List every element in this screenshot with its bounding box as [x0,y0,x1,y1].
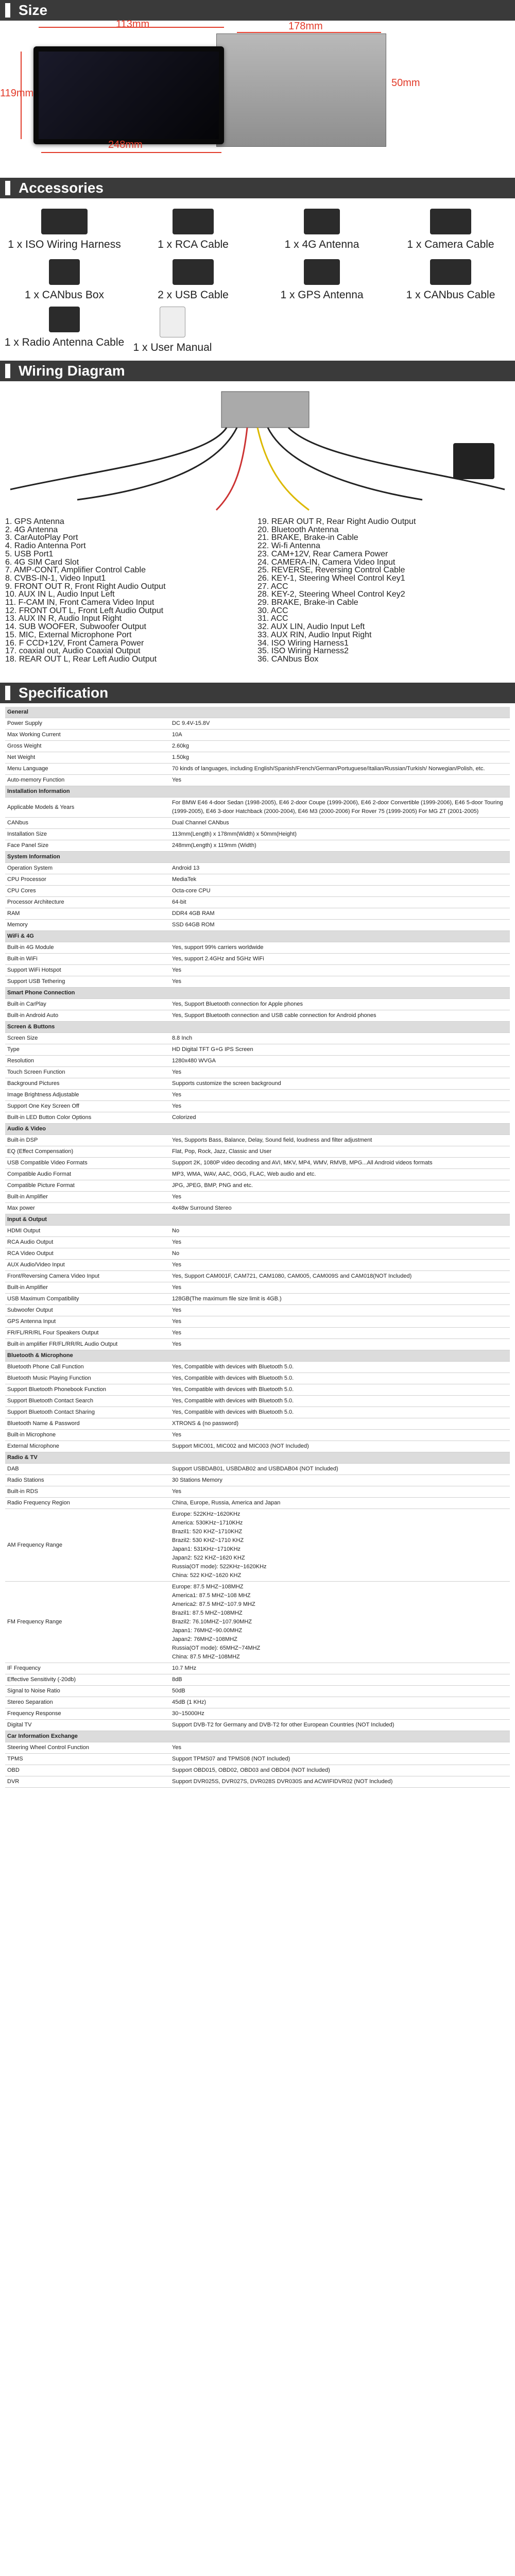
spec-row [5,1464,510,1475]
accessory-canbus-box: 1 x CANbus Box [0,259,129,301]
accessory-camera-cable: 1 x Camera Cable [386,209,515,251]
accessories-section [0,198,515,353]
spec-group-header [5,988,510,999]
spec-key: OBD [5,1765,170,1776]
spec-value: Colorized [170,1112,510,1124]
spec-row [5,1384,510,1396]
spec-row [5,829,510,840]
spec-row [5,1305,510,1316]
spec-key: Bluetooth Phone Call Function [5,1362,170,1373]
spec-table [5,707,510,1788]
spec-row [5,908,510,920]
spec-value: DC 9.4V-15.8V [170,718,510,730]
dim-width: 113mm [116,19,150,30]
spec-value: Yes [170,1339,510,1350]
spec-value: 50dB [170,1686,510,1697]
spec-value: Europe: 522KHz~1620KHz America: 530KHz~1710KHz Brazil1: 520 KHZ~1710KHZ Brazil2: 530 KHZ~1710 KHZ Japan1: 531KHz~1710KHz Japan2: 522 KHZ~1620 KHZ Russia(OT mode): 522KHz~1620KHz China: 522 KHZ~1620 KHZ [170,1509,510,1582]
spec-row [5,1362,510,1373]
spec-key: Support One Key Screen Off [5,1101,170,1112]
spec-row [5,1697,510,1708]
spec-row [5,1294,510,1305]
spec-key: Support Bluetooth Contact Search [5,1396,170,1407]
spec-key: Car Information Exchange [5,1731,170,1742]
spec-value: Yes [170,775,510,786]
spec-key: Compatible Picture Format [5,1180,170,1192]
spec-value: 2.60kg [170,741,510,752]
spec-key: DAB [5,1464,170,1475]
spec-row [5,920,510,931]
spec-row [5,1282,510,1294]
spec-value: 4x48w Surround Stereo [170,1203,510,1214]
spec-value [170,988,510,999]
spec-key: CANbus [5,818,170,829]
spec-group-header [5,1022,510,1033]
spec-key: Gross Weight [5,741,170,752]
spec-group-header [5,707,510,718]
spec-value: 8.8 Inch [170,1033,510,1044]
spec-row [5,1776,510,1788]
spec-row [5,764,510,775]
accessory-canbus-cable: 1 x CANbus Cable [386,259,515,301]
spec-value: Yes [170,1282,510,1294]
spec-group-header [5,1731,510,1742]
spec-key: Built-in amplifier FR/FL/RR/RL Audio Output [5,1339,170,1350]
spec-row [5,1486,510,1498]
accessory-gps-antenna: 1 x GPS Antenna [258,259,386,301]
spec-key: Smart Phone Connection [5,988,170,999]
spec-key: Radio Frequency Region [5,1498,170,1509]
spec-row [5,1396,510,1407]
accessories-banner [0,178,515,198]
spec-value: 10A [170,730,510,741]
spec-key: Image Brightness Adjustable [5,1090,170,1101]
spec-row [5,730,510,741]
spec-row [5,1418,510,1430]
spec-key: TPMS [5,1754,170,1765]
spec-row [5,1158,510,1169]
spec-key: Compatible Audio Format [5,1169,170,1180]
spec-key: Applicable Models & Years [5,798,170,818]
spec-row [5,1112,510,1124]
spec-value: Yes [170,1742,510,1754]
spec-row [5,1180,510,1192]
section-title-size: Size [19,2,48,18]
spec-key: External Microphone [5,1441,170,1452]
spec-value: Yes [170,1305,510,1316]
spec-row [5,1373,510,1384]
spec-key: HDMI Output [5,1226,170,1237]
spec-key: Installation Information [5,786,170,798]
spec-row [5,1010,510,1022]
spec-value: Support DVB-T2 for Germany and DVB-T2 for other European Countries (NOT Included) [170,1720,510,1731]
spec-key: Bluetooth Music Playing Function [5,1373,170,1384]
spec-value: MP3, WMA, WAV, AAC, OGG, FLAC, Web audio and etc. [170,1169,510,1180]
spec-value: Yes, Compatible with devices with Bluetooth 5.0. [170,1373,510,1384]
spec-key: Built-in LED Button Color Options [5,1112,170,1124]
spec-value: Yes, Supports Bass, Balance, Delay, Sound field, loudness and filter adjustment [170,1135,510,1146]
spec-row [5,840,510,852]
spec-row [5,999,510,1010]
spec-key: EQ (Effect Compensation) [5,1146,170,1158]
spec-value: Yes [170,1237,510,1248]
spec-value: Yes, support 2.4GHz and 5GHz WiFi [170,954,510,965]
spec-value: Yes [170,1067,510,1078]
spec-value [170,786,510,798]
spec-key: FM Frequency Range [5,1582,170,1663]
spec-key: Built-in Android Auto [5,1010,170,1022]
spec-key: Max power [5,1203,170,1214]
spec-value: DDR4 4GB RAM [170,908,510,920]
spec-key: Net Weight [5,752,170,764]
spec-row [5,1754,510,1765]
accessory-radio-antenna-cable: 1 x Radio Antenna Cable [0,307,129,349]
spec-key: Bluetooth Name & Password [5,1418,170,1430]
spec-key: Background Pictures [5,1078,170,1090]
spec-key: Effective Sensitivity (-20db) [5,1674,170,1686]
spec-key: Face Panel Size [5,840,170,852]
spec-row [5,1101,510,1112]
spec-row [5,1339,510,1350]
spec-key: Memory [5,920,170,931]
spec-value: MediaTek [170,874,510,886]
spec-group-header [5,1350,510,1362]
spec-group-header [5,931,510,942]
spec-row [5,1430,510,1441]
spec-key: General [5,707,170,718]
spec-value [170,1731,510,1742]
spec-row [5,818,510,829]
spec-row [5,1192,510,1203]
wiring-section [0,381,515,670]
spec-row [5,1033,510,1044]
spec-value [170,931,510,942]
spec-row [5,1686,510,1697]
spec-row [5,965,510,976]
spec-row [5,874,510,886]
spec-row [5,1044,510,1056]
spec-key: Subwoofer Output [5,1305,170,1316]
spec-value: SSD 64GB ROM [170,920,510,931]
spec-value: Yes [170,976,510,988]
size-section [0,21,515,167]
spec-key: Input & Output [5,1214,170,1226]
dim-box-height: 50mm [391,77,420,89]
spec-key: IF Frequency [5,1663,170,1674]
spec-value: China, Europe, Russia, America and Japan [170,1498,510,1509]
spec-key: Built-in Amplifier [5,1192,170,1203]
spec-value [170,1452,510,1464]
spec-value: No [170,1248,510,1260]
spec-value: 128GB(The maximum file size limit is 4GB.) [170,1294,510,1305]
spec-row [5,1663,510,1674]
spec-group-header [5,1452,510,1464]
spec-row [5,1056,510,1067]
spec-key: USB Compatible Video Formats [5,1158,170,1169]
spec-value: HD Digital TFT G+G IPS Screen [170,1044,510,1056]
spec-key: Processor Architecture [5,897,170,908]
spec-key: Steering Wheel Control Function [5,1742,170,1754]
spec-key: Audio & Video [5,1124,170,1135]
spec-row [5,1078,510,1090]
spec-value: 64-bit [170,897,510,908]
spec-value: Yes, Support Bluetooth connection for Apple phones [170,999,510,1010]
spec-value: Yes [170,1090,510,1101]
spec-row [5,1765,510,1776]
spec-value: Yes [170,1486,510,1498]
spec-key: Menu Language [5,764,170,775]
spec-row [5,1720,510,1731]
spec-row [5,1475,510,1486]
spec-value: 248mm(Length) x 119mm (Width) [170,840,510,852]
spec-key: CPU Processor [5,874,170,886]
spec-key: USB Maximum Compatibility [5,1294,170,1305]
spec-value: Yes, Compatible with devices with Bluetooth 5.0. [170,1362,510,1373]
spec-row [5,1146,510,1158]
spec-key: Installation Size [5,829,170,840]
spec-value: Support OBD015, OBD02, OBD03 and OBD04 (NOT Included) [170,1765,510,1776]
spec-row [5,775,510,786]
spec-value: Yes [170,1192,510,1203]
spec-value: Yes, Compatible with devices with Bluetooth 5.0. [170,1384,510,1396]
spec-value: 30 Stations Memory [170,1475,510,1486]
spec-key: Built-in Microphone [5,1430,170,1441]
wiring-illustration [0,386,515,515]
spec-key: Radio Stations [5,1475,170,1486]
spec-value: 70 kinds of languages, including English/Spanish/French/German/Portuguese/Italian/Russian/Turkish/ Norwegian/Polish, etc. [170,764,510,775]
spec-value: 8dB [170,1674,510,1686]
accessory-4g-antenna: 1 x 4G Antenna [258,209,386,251]
spec-key: Screen Size [5,1033,170,1044]
spec-key: Support USB Tethering [5,976,170,988]
spec-group-header [5,1124,510,1135]
spec-group-header [5,1214,510,1226]
spec-key: Signal to Noise Ratio [5,1686,170,1697]
spec-row [5,752,510,764]
unit-front-panel [33,46,224,144]
spec-row [5,798,510,818]
spec-row [5,1169,510,1180]
spec-row [5,1067,510,1078]
spec-value: Yes [170,1328,510,1339]
size-banner [0,0,515,21]
spec-banner [0,683,515,703]
spec-value [170,707,510,718]
spec-key: Operation System [5,863,170,874]
spec-row [5,1582,510,1663]
spec-value [170,1350,510,1362]
spec-value [170,1214,510,1226]
spec-row [5,1674,510,1686]
spec-value: JPG, JPEG, BMP, PNG and etc. [170,1180,510,1192]
spec-key: Frequency Response [5,1708,170,1720]
section-title-wiring: Wiring Diagram [19,363,125,379]
spec-value: Yes [170,1430,510,1441]
spec-key: RCA Audio Output [5,1237,170,1248]
spec-row [5,886,510,897]
spec-key: GPS Antenna Input [5,1316,170,1328]
spec-key: Front/Reversing Camera Video Input [5,1271,170,1282]
spec-row [5,1328,510,1339]
dim-height: 119mm [0,88,34,99]
spec-key: Support Bluetooth Contact Sharing [5,1407,170,1418]
spec-value: Support USBDAB01, USBDAB02 and USBDAB04 (NOT Included) [170,1464,510,1475]
spec-row [5,1237,510,1248]
spec-key: Stereo Separation [5,1697,170,1708]
spec-row [5,718,510,730]
spec-key: Max Working Current [5,730,170,741]
spec-value [170,852,510,863]
spec-group-header [5,852,510,863]
spec-key: Built-in RDS [5,1486,170,1498]
spec-value: Yes, Support Bluetooth connection and USB cable connection for Android phones [170,1010,510,1022]
section-title-spec: Specification [19,685,109,701]
spec-key: Digital TV [5,1720,170,1731]
spec-row [5,942,510,954]
spec-key: System Information [5,852,170,863]
spec-key: Built-in Amplifier [5,1282,170,1294]
spec-value: Yes, Support CAM001F, CAM721, CAM1080, CAM005, CAM009S and CAM018(NOT Included) [170,1271,510,1282]
spec-row [5,1090,510,1101]
spec-row [5,1509,510,1582]
spec-value: Octa-core CPU [170,886,510,897]
spec-key: Support Bluetooth Phonebook Function [5,1384,170,1396]
spec-key: Built-in 4G Module [5,942,170,954]
spec-value: Yes [170,1260,510,1271]
spec-value: Support 2K, 1080P video decoding and AVI, MKV, MP4, WMV, RMVB, MPG...All Android videos formats [170,1158,510,1169]
spec-value: 1280x480 WVGA [170,1056,510,1067]
spec-key: Built-in DSP [5,1135,170,1146]
spec-value: 10.7 MHz [170,1663,510,1674]
unit-chassis [216,33,386,147]
spec-key: CPU Cores [5,886,170,897]
spec-key: DVR [5,1776,170,1788]
spec-value: Yes, Compatible with devices with Bluetooth 5.0. [170,1407,510,1418]
spec-row [5,1742,510,1754]
spec-value: 45dB (1 KHz) [170,1697,510,1708]
spec-key: Screen & Buttons [5,1022,170,1033]
spec-key: AM Frequency Range [5,1509,170,1582]
spec-value [170,1124,510,1135]
spec-row [5,1248,510,1260]
dim-depth: 178mm [288,21,323,32]
spec-key: Power Supply [5,718,170,730]
spec-row [5,1226,510,1237]
spec-value: XTRONS & (no password) [170,1418,510,1430]
spec-key: Touch Screen Function [5,1067,170,1078]
spec-group-header [5,786,510,798]
spec-value: 30~15000Hz [170,1708,510,1720]
spec-row [5,1203,510,1214]
spec-value: Dual Channel CANbus [170,818,510,829]
spec-key: RAM [5,908,170,920]
accessory-user-manual: 1 x User Manual [108,307,237,354]
spec-key: Built-in CarPlay [5,999,170,1010]
spec-key: Built-in WiFi [5,954,170,965]
spec-row [5,897,510,908]
spec-row [5,1271,510,1282]
spec-key: FR/FL/RR/RL Four Speakers Output [5,1328,170,1339]
spec-key: Type [5,1044,170,1056]
spec-row [5,741,510,752]
spec-value: Supports customize the screen background [170,1078,510,1090]
spec-key: Support WiFi Hotspot [5,965,170,976]
spec-value: 1.50kg [170,752,510,764]
spec-value: Yes [170,965,510,976]
spec-row [5,1708,510,1720]
spec-row [5,1260,510,1271]
spec-value: Android 13 [170,863,510,874]
spec-value: Yes [170,1101,510,1112]
spec-value: Support DVR025S, DVR027S, DVR028S DVR030S and ACWIFIDVR02 (NOT Included) [170,1776,510,1788]
spec-row [5,863,510,874]
spec-key: AUX Audio/Video Input [5,1260,170,1271]
spec-row [5,1498,510,1509]
spec-row [5,1441,510,1452]
spec-row [5,954,510,965]
spec-row [5,1407,510,1418]
spec-row [5,1316,510,1328]
spec-value: Yes, Compatible with devices with Bluetooth 5.0. [170,1396,510,1407]
spec-row [5,976,510,988]
spec-row [5,1135,510,1146]
spec-value: Support TPMS07 and TPMS08 (NOT Included) [170,1754,510,1765]
wiring-list-left: 1. GPS Antenna 2. 4G Antenna 3. CarAutoPlay Port 4. Radio Antenna Port 5. USB Port1 6. 4G SIM Card Slot 7. AMP-CONT, Amplifier Control Cable 8. CVBS-IN-1, Video Input1 9. FRONT OUT R, Front Right Audio Output 10. AUX IN L, Audio Input Left 11. F-CAM IN, Front Camera Video Input 12. FRONT OUT L, Front Left Audio Output 13. AUX IN R, Audio Input Right 14. SUB WOOFER, Subwoofer Output 15. MIC, External Microphone Port 16. F CCD+12V, Front Camera Power 17. coaxial out, Audio Coaxial Output 18. REAR OUT L, Rear Left Audio Output [5,517,166,664]
spec-value: Yes [170,1316,510,1328]
spec-value: Support MIC001, MIC002 and MIC003 (NOT Included) [170,1441,510,1452]
wiring-banner [0,361,515,381]
spec-value: Yes, support 99% carriers worldwide [170,942,510,954]
accessory-iso-harness: 1 x ISO Wiring Harness [0,209,129,251]
accessory-rca-cable: 1 x RCA Cable [129,209,258,251]
spec-value: Flat, Pop, Rock, Jazz, Classic and User [170,1146,510,1158]
spec-value: 113mm(Length) x 178mm(Width) x 50mm(Height) [170,829,510,840]
spec-value: Europe: 87.5 MHZ~108MHZ America1: 87.5 MHZ~108 MHZ America2: 87.5 MHZ~107.9 MHZ Brazil1: 87.5 MHZ~108MHZ Brazil2: 76.10MHZ~107.90MHZ Japan1: 76MHZ~90.00MHZ Japan2: 76MHZ~108MHZ Russia(OT mode): 65MHZ~74MHZ China: 87.5 MHZ~108MHZ [170,1582,510,1663]
spec-value: No [170,1226,510,1237]
wiring-list-right: 19. REAR OUT R, Rear Right Audio Output 20. Bluetooth Antenna 21. BRAKE, Brake-in Cable 22. Wi-fi Antenna 23. CAM+12V, Rear Camera Power 24. CAMERA-IN, Camera Video Input 25. REVERSE, Reversing Control Cable 26. KEY-1, Steering Wheel Control Key1 27. ACC 28. KEY-2, Steering Wheel Control Key2 29. BRAKE, Brake-in Cable 30. ACC 31. ACC 32. AUX LIN, Audio Input Left 33. AUX RIN, Audio Input Right 34. ISO Wiring Harness1 35. ISO Wiring Harness2 36. CANbus Box [258,517,416,664]
spec-value: For BMW E46 4-door Sedan (1998-2005), E46 2-door Coupe (1999-2006), E46 2-door Convertible (1999-2006), E46 5-door Touring (1999-2005), E46 3-door Hatchback (2000-2004), E46 M3 (2000-2006) For Rover 75 (1999-2005) For MG ZT (2001-2005) [170,798,510,818]
spec-key: Resolution [5,1056,170,1067]
spec-key: Auto-memory Function [5,775,170,786]
section-title-accessories: Accessories [19,180,104,196]
accessory-usb-cable: 2 x USB Cable [129,259,258,301]
dim-length: 248mm [108,139,143,150]
spec-value [170,1022,510,1033]
spec-key: RCA Video Output [5,1248,170,1260]
spec-key: Bluetooth & Microphone [5,1350,170,1362]
spec-key: WiFi & 4G [5,931,170,942]
spec-key: Radio & TV [5,1452,170,1464]
